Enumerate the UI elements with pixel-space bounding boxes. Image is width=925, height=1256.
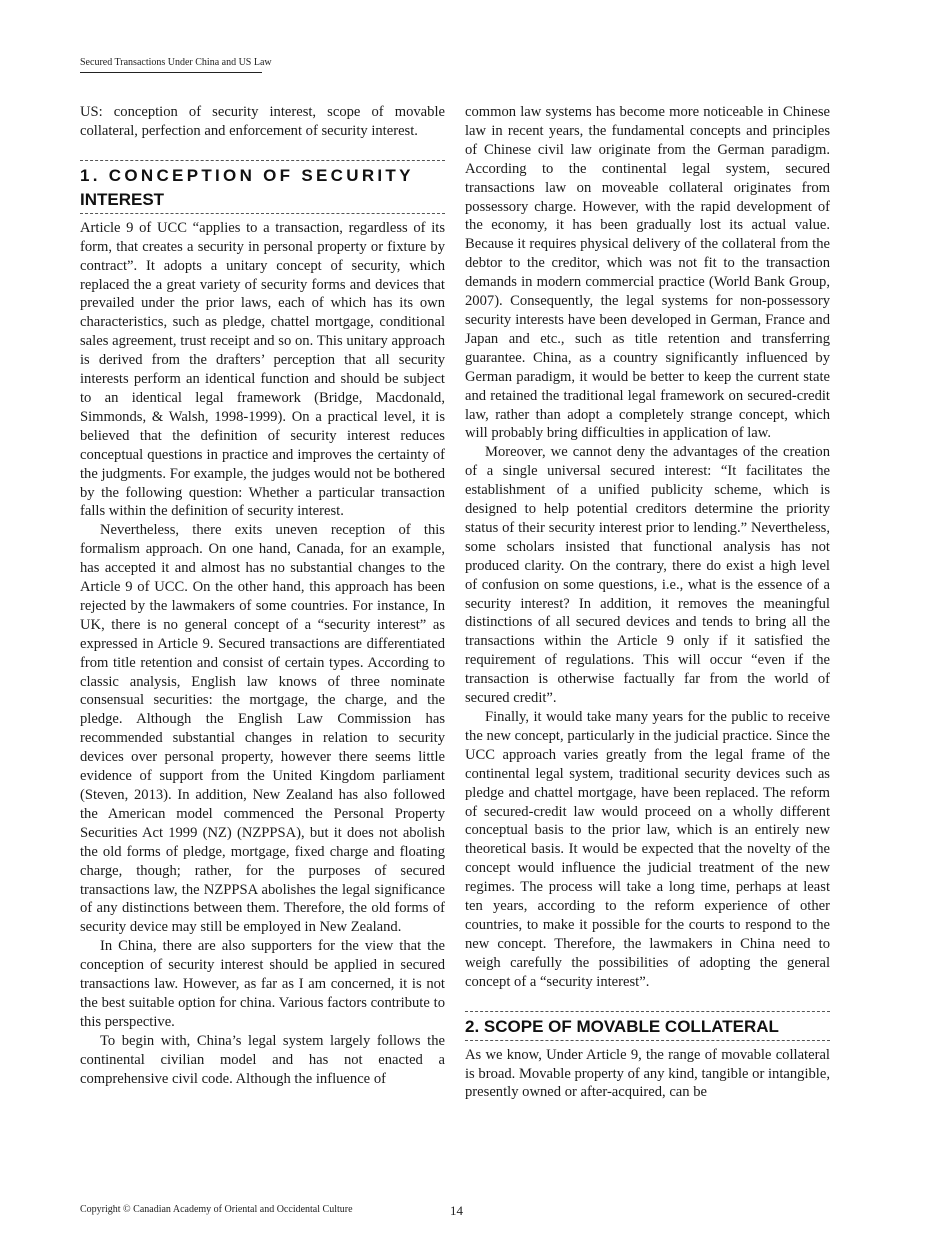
left-column [80, 103, 445, 1089]
page-number: 14 [450, 1203, 463, 1218]
section-1-paragraph-3: In China, there are also supporters for the view that the conception of security interest should be applied in secured transactions law. However, as far as I am concerned, it is not the best suitable option for china. Various factors contribute to this perspective. [80, 938, 445, 1030]
section-1-heading-line2: INTEREST [80, 189, 165, 209]
section-1-heading-line1: 1. CONCEPTION OF SECURITY [80, 165, 414, 185]
section-1-paragraph-4-start: To begin with, China’s legal system largely follows the continental civilian model and has not enacted a comprehensive civil code. Although the influence of [80, 1032, 445, 1087]
section-1-paragraph-4-continued: common law systems has become more noticeable in Chinese law in recent years, the fundamental concepts and principles of Chinese civil law originate from the German paradigm. According to the continental legal system, secured transactions law on moveable collateral originates from possessory charge. However, with the rapid development of the economy, it has been gradually lost its actual value. Because it requires physical delivery of the collateral from the debtor to the creditor, which was not fit to the transaction demands in modern commercial practice (World Bank Group, 2007). Consequently, the legal systems for non-possessory security interests have been developed in German, France and Japan and etc., such as title retention and transferring guarantee. China, as a country significantly influenced by German paradigm, it would be better to keep the current state and retained the traditional legal framework on secured-credit law, rather than adopt a completely strange concept, which will probably bring difficulties in application of law. [465, 104, 830, 442]
right-column [465, 103, 830, 1102]
intro-paragraph: US: conception of security interest, scope of movable collateral, perfection and enforcement of security interest. [80, 104, 445, 139]
section-1-paragraph-5: Moreover, we cannot deny the advantages of the creation of a single universal secured interest: “It facilitates the establishment of a unified publicity scheme, which is designed to help potential creditors determine the priority status of their security interest prior to lending.” Nevertheless, some scholars insisted that functional analysis has not produced clarity. On the contrary, there do exist a high level of confusion on some questions, i.e., what is the essence of a security interest? In addition, it removes the meaningful distinctions of all secured devices and tends to bring all the transactions within the Article 9 only if it satisfied the requirement of regulations. This will occur “even if the transaction is otherwise factually far from the world of secured credit”. [465, 444, 830, 707]
running-head: Secured Transactions Under China and US Law [80, 57, 272, 68]
section-2-paragraph-1: As we know, Under Article 9, the range of movable collateral is broad. Movable property of any kind, tangible or intangible, presently owned or after-acquired, can be [465, 1046, 830, 1101]
section-2-heading [465, 1011, 830, 1041]
section-1-paragraph-6: Finally, it would take many years for the public to receive the new concept, particularly in the judicial practice. Since the UCC approach varies greatly from the legal frame of the continental legal system, traditional security devices such as pledge and chattel mortgage, have been replaced. The reform of secured-credit law would proceed on a wholly different conceptual basis to the prior law, which is an entirely new theoretical basis. It would be expected that the novelty of the concept would influence the judicial treatment of the new regimes. The process will take a long time, perhaps at least ten years, according to the reform experience of other countries, to make it possible for the courts to respond to the new concept. Therefore, the lawmakers in China need to weigh carefully the possibilities of adopting the general concept of a “security interest”. [465, 709, 830, 990]
section-1-heading [80, 160, 445, 214]
section-1-paragraph-1: Article 9 of UCC “applies to a transaction, regardless of its form, that creates a security in personal property or fixture by contract”. It adopts a unitary concept of security, which replaced the a great variety of security forms and devices that prevailed under the prior laws, each of which has its own characteristics, such as pledge, chattel mortgage, conditional sales agreement, trust receipt and so on. This unitary approach is derived from the drafters’ perception that all security interests perform an identical function and should be subject to an identical legal framework (Bridge, Macdonald, Simmonds, & Walsh, 1998-1999). On a practical level, it is believed that the definition of security interest reduces conceptual questions in practice and improves the certainty of the judgments. For example, the judges would not be bothered by the following question: Whether a particular transaction falls within the definition of security interest. [80, 219, 445, 520]
section-2-heading-text: 2. SCOPE OF MOVABLE COLLATERAL [465, 1016, 779, 1036]
footer-copyright: Copyright © Canadian Academy of Oriental and Occidental Culture [80, 1204, 353, 1215]
running-head-rule [80, 72, 262, 73]
section-1-paragraph-2: Nevertheless, there exits uneven reception of this formalism approach. On one hand, Canada, for an example, has accepted it and almost has no substantial changes to the Article 9 of UCC. On the other hand, this approach has been rejected by the lawmakers of some countries. For instance, In UK, there is no general concept of a “security interest” as expressed in Article 9. Secured transactions are differentiated from title retention and consist of certain types. According to classic analysis, English law knows of three nominate consensual securities: the mortgage, the charge, and the pledge. Although the English Law Commission has recommended substantial changes in relation to security devices over personal property, however there seems little evidence of support from the United Kingdom parliament (Steven, 2013). In addition, New Zealand has also followed the American model commenced the Personal Property Securities Act 1999 (NZ) (NZPPSA), but it does not abolish the old forms of pledge, mortgage, fixed charge and floating charge, though; rather, for the purposes of secured transactions law, the NZPPSA abolishes the legal significance of any distinctions between them. Therefore, the old forms of security device may still be employed in New Zealand. [80, 522, 445, 936]
